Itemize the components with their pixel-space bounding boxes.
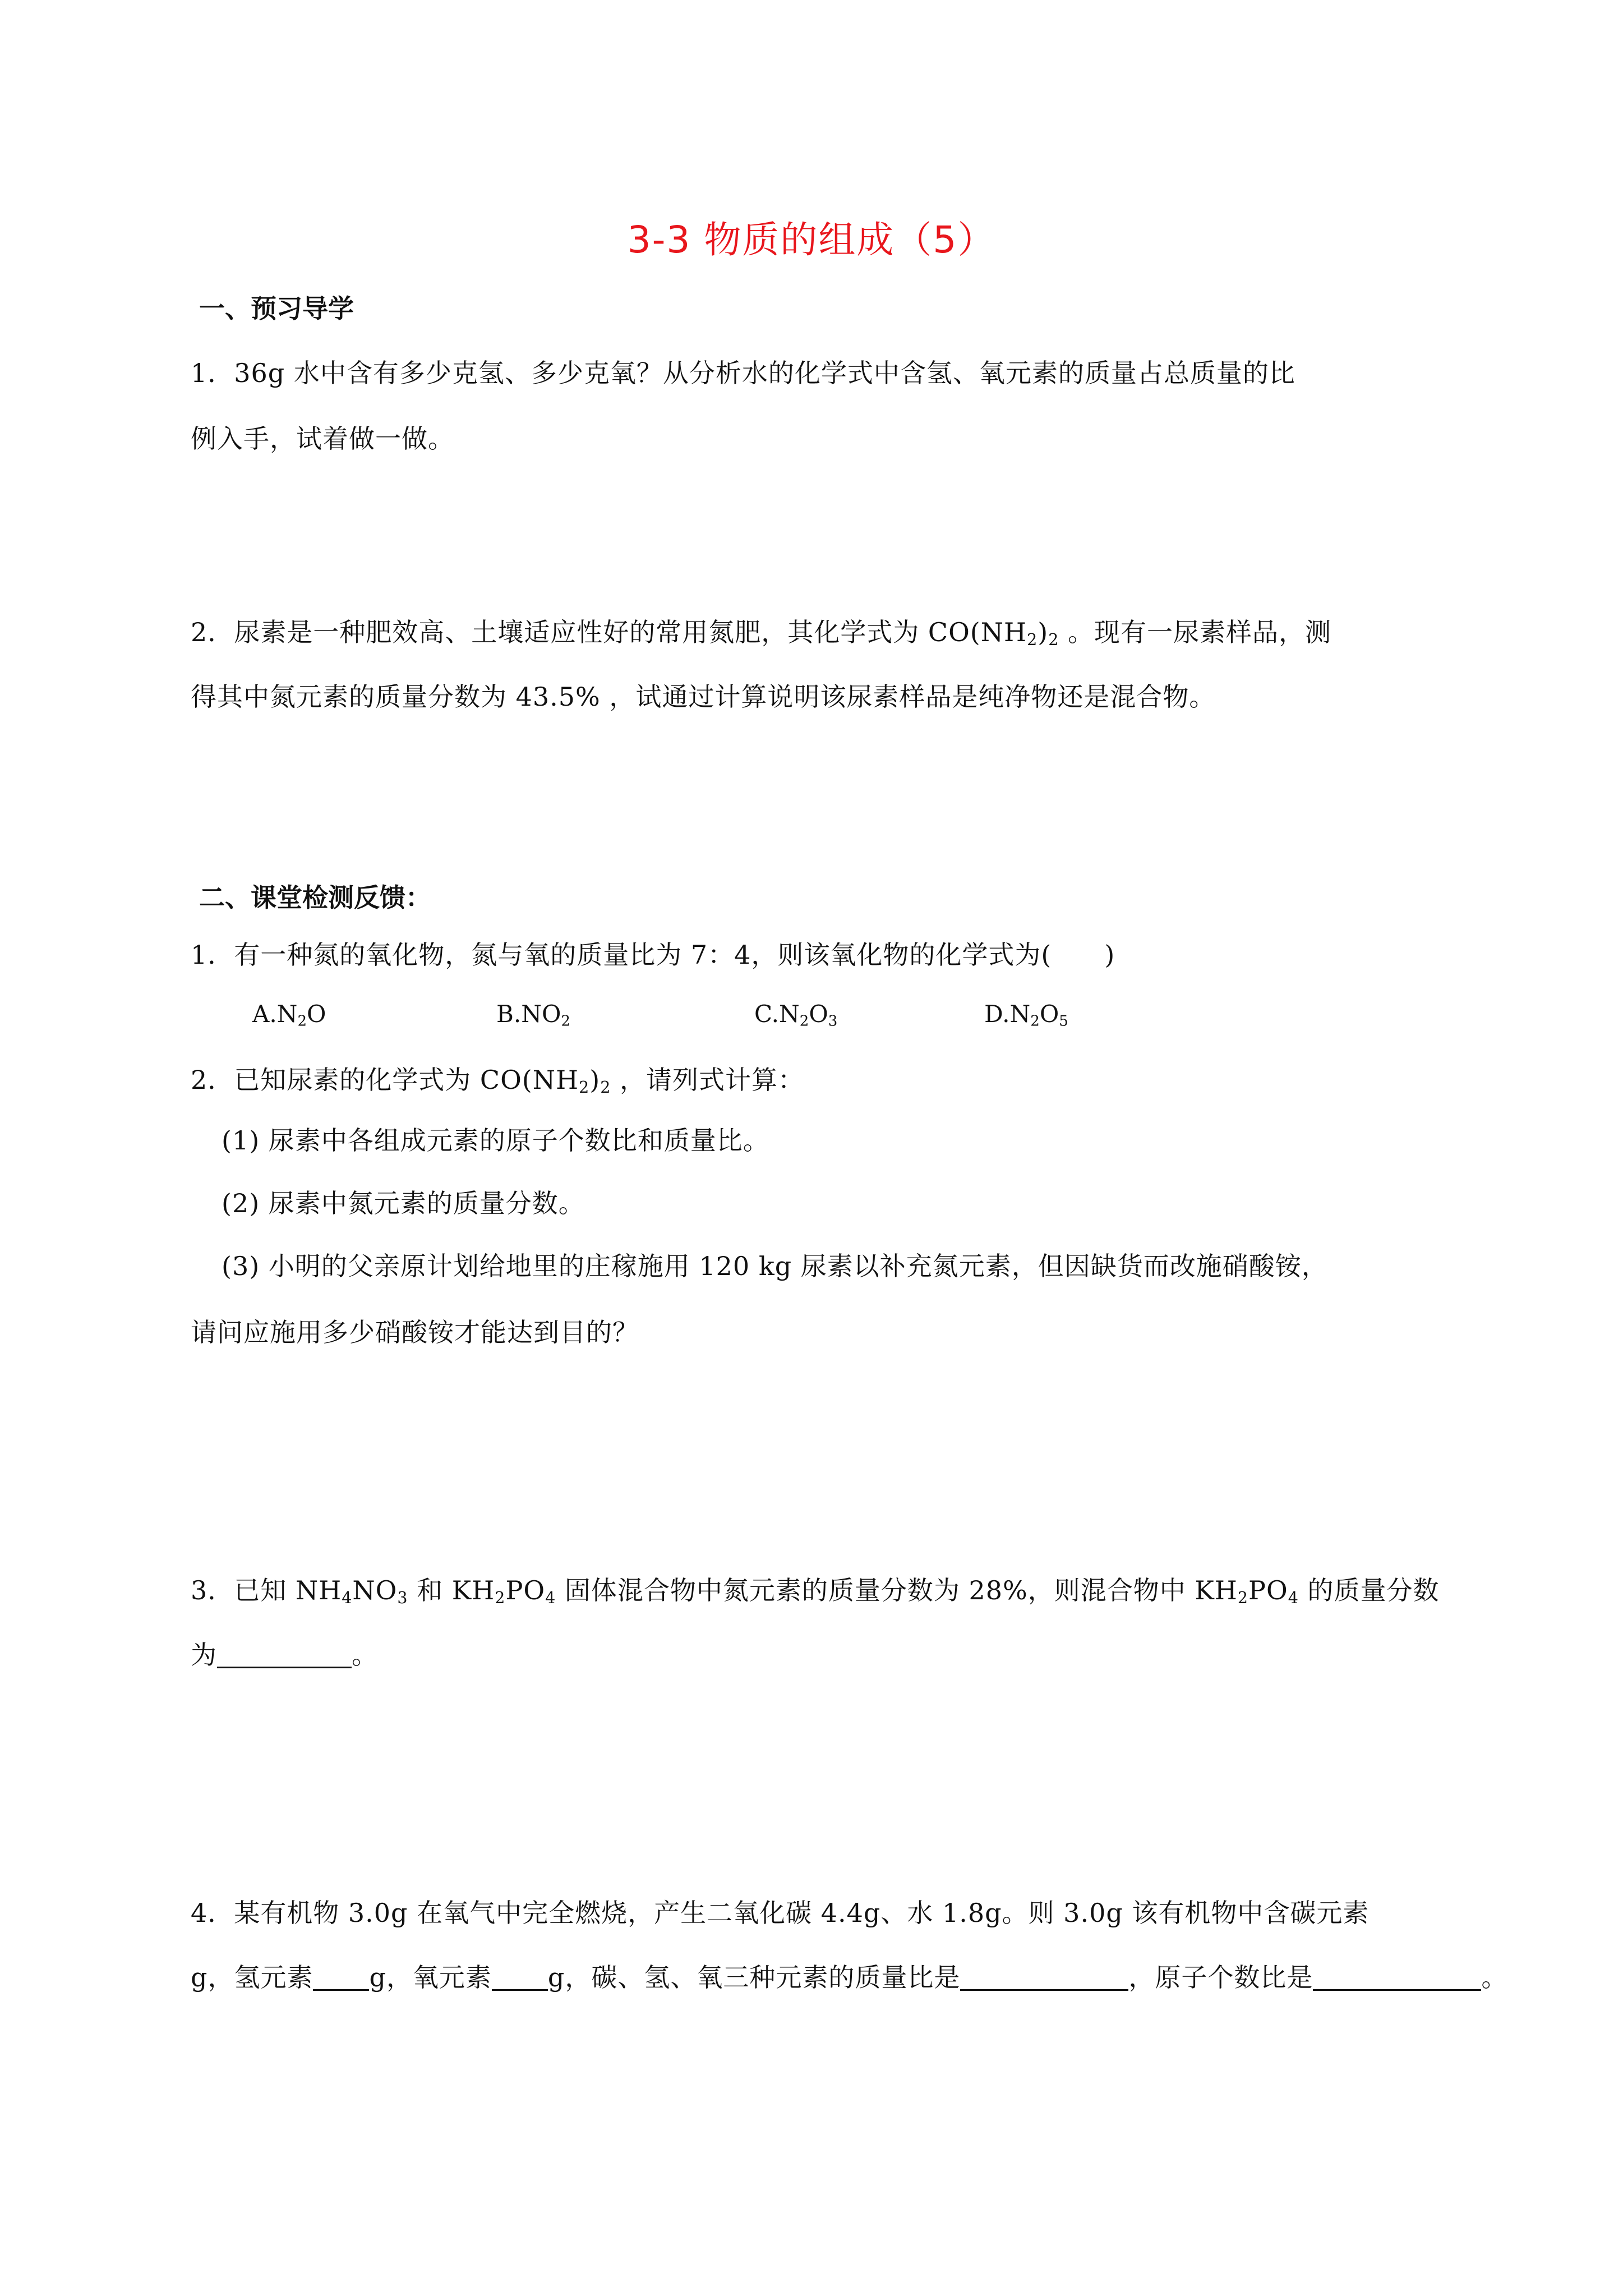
- option-c: $C.N_2O_3$: [754, 1000, 838, 1030]
- s2-question-4-line-1: 4．某有机物 3.0g 在氧气中完全燃烧，产生二氧化碳 4.4g、水 1.8g。则 3.0g 该有机物中含碳元素: [191, 1898, 1370, 1928]
- answer-blank-atom-ratio[interactable]: [1313, 1963, 1481, 1991]
- s1-question-1-line-2: 例入手，试着做一做。: [191, 424, 454, 454]
- answer-blank-mass-ratio[interactable]: [960, 1963, 1128, 1991]
- s2-question-3-line-1: 3．已知 $NH_4NO_3$ 和 $KH_2PO_4$ 固体混合物中氮元素的质量分数为 28%，则混合物中 $KH_2PO_4$ 的质量分数: [191, 1575, 1440, 1608]
- answer-blank-hydrogen[interactable]: [313, 1963, 369, 1991]
- option-b: $B.NO_2$: [496, 1000, 570, 1030]
- s2-question-2-part-3: (3) 小明的父亲原计划给地里的庄稼施用 120 kg 尿素以补充氮元素，但因缺货而改施硝酸铵，: [222, 1251, 1328, 1281]
- page-title: 3-3 物质的组成（5）: [627, 218, 996, 261]
- option-d: $D.N_2O_5$: [984, 1000, 1068, 1030]
- answer-blank[interactable]: [217, 1641, 352, 1668]
- s2-question-2-part-3-line-2: 请问应施用多少硝酸铵才能达到目的？: [191, 1317, 639, 1347]
- s2-question-2-part-1: (1) 尿素中各组成元素的原子个数比和质量比。: [222, 1125, 769, 1156]
- answer-blank-oxygen[interactable]: [492, 1963, 548, 1991]
- option-a: $A.N_2O$: [252, 1000, 326, 1030]
- section-heading-feedback: 二、课堂检测反馈：: [199, 882, 431, 913]
- s2-question-2: 2．已知尿素的化学式为 $CO(NH_2)_2$ ，请列式计算：: [191, 1065, 804, 1097]
- s2-question-4-line-2: g，氢元素 g，氧元素 g，碳、氢、氧三种元素的质量比是 ，原子个数比是 。: [191, 1962, 1508, 1993]
- s1-question-2-line-2: 得其中氮元素的质量分数为 43.5% ，试通过计算说明该尿素样品是纯净物还是混合物。: [191, 682, 1216, 712]
- s1-question-2-line-1: 2．尿素是一种肥效高、土壤适应性好的常用氮肥，其化学式为 $CO(NH_2)_2$ 。现有一尿素样品，测: [191, 617, 1331, 650]
- s2-question-1: 1．有一种氮的氧化物，氮与氧的质量比为 7：4，则该氧化物的化学式为( ): [191, 940, 1115, 970]
- s2-question-2-part-2: (2) 尿素中氮元素的质量分数。: [222, 1188, 585, 1218]
- s2-question-3-line-2: 为 。: [191, 1640, 378, 1670]
- s1-question-1-line-1: 1．36g 水中含有多少克氢、多少克氧？从分析水的化学式中含氢、氧元素的质量占总质量的比: [191, 358, 1295, 388]
- section-heading-preview: 一、预习导学: [199, 293, 354, 324]
